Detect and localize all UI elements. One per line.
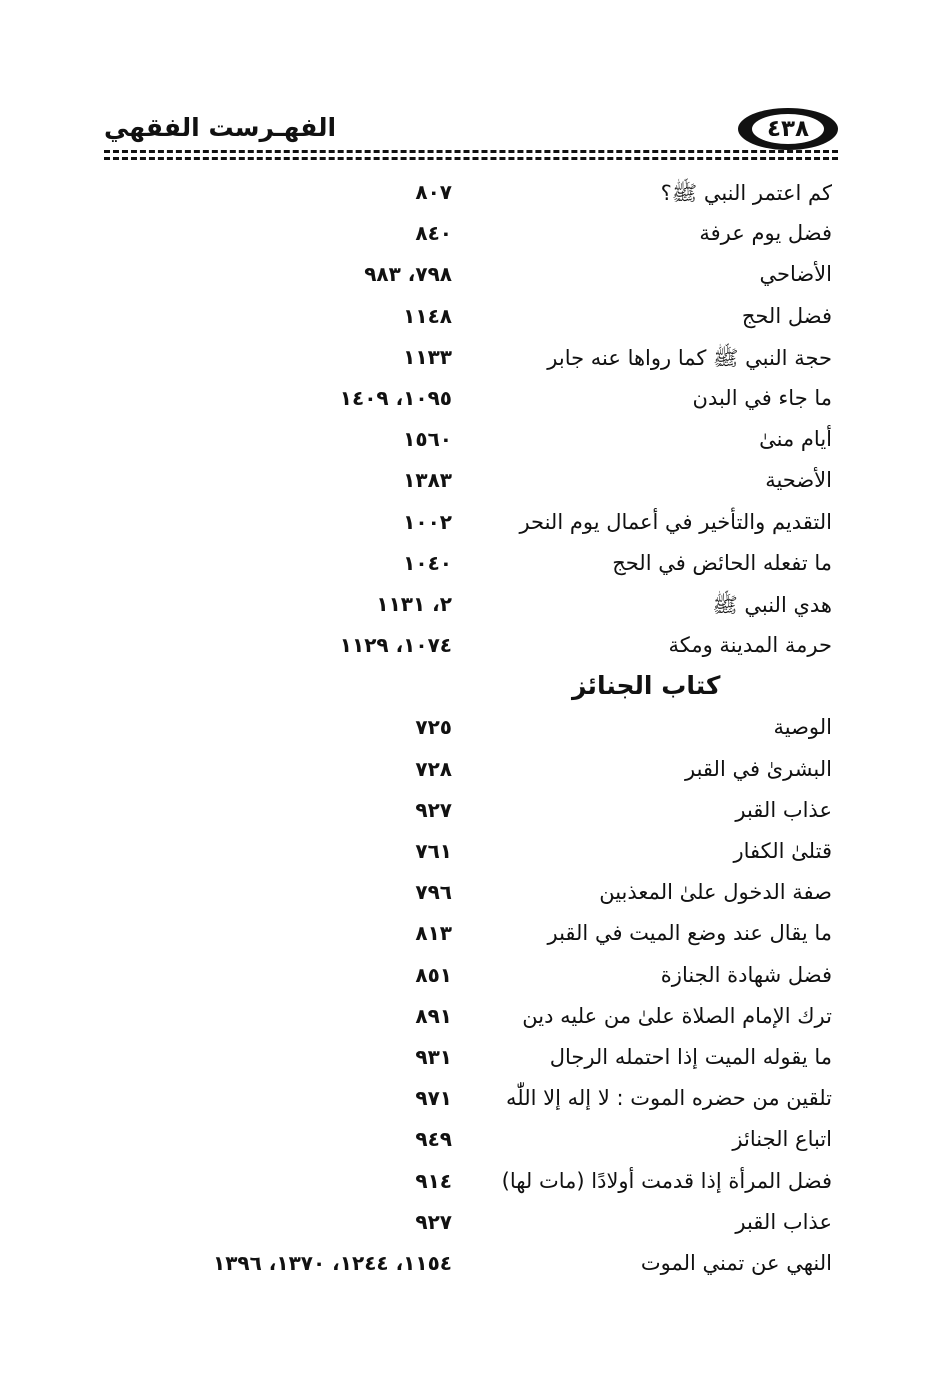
index-row bbox=[0, 752, 944, 793]
entry-topic: ما يقال عند وضع الميت في القبر bbox=[547, 921, 832, 946]
index-row bbox=[0, 1081, 944, 1122]
header-rule-top bbox=[104, 150, 838, 153]
entry-pages: ١١٥٤، ١٢٤٤، ١٣٧٠، ١٣٩٦ bbox=[213, 1250, 452, 1275]
index-row bbox=[0, 299, 944, 340]
entry-pages: ١١٤٨ bbox=[403, 303, 452, 328]
entry-pages: ٩٣١ bbox=[415, 1044, 452, 1069]
entry-pages: ٩٤٩ bbox=[415, 1127, 452, 1152]
index-row bbox=[0, 463, 944, 504]
entry-pages: ٩٢٧ bbox=[415, 1209, 452, 1234]
entry-pages: ١٠٩٥، ١٤٠٩ bbox=[339, 385, 452, 410]
entry-topic: النهي عن تمني الموت bbox=[640, 1250, 832, 1275]
index-row bbox=[0, 216, 944, 257]
entry-pages: ١٠٠٢ bbox=[403, 509, 452, 534]
index-row bbox=[0, 1205, 944, 1246]
index-row bbox=[0, 916, 944, 957]
entry-topic: ما تفعله الحائض في الحج bbox=[612, 550, 832, 575]
entry-pages: ٧٩٦ bbox=[415, 880, 452, 905]
entry-topic: فضل المرأة إذا قدمت أولادًا (مات لها) bbox=[501, 1168, 832, 1193]
running-header-title: الفهـرست الفقهي bbox=[104, 113, 337, 142]
entry-topic: عذاب القبر bbox=[735, 797, 832, 822]
entry-topic: فضل يوم عرفة bbox=[699, 221, 832, 246]
entry-topic: قتلىٰ الكفار bbox=[733, 839, 832, 863]
entry-topic: ما جاء في البدن bbox=[692, 385, 832, 410]
entry-pages: ٨٠٧ bbox=[415, 180, 452, 204]
index-row bbox=[0, 505, 944, 546]
index-row bbox=[0, 999, 944, 1040]
entry-pages: ٩١٤ bbox=[415, 1168, 452, 1193]
index-row bbox=[0, 1122, 944, 1163]
entry-pages: ١٠٤٠ bbox=[403, 550, 452, 575]
entry-pages: ١٠٧٤، ١١٢٩ bbox=[339, 633, 452, 658]
entry-pages: ٧٢٨ bbox=[415, 756, 452, 781]
entry-topic: فضل الحج bbox=[741, 303, 832, 328]
entry-topic: عذاب القبر bbox=[735, 1209, 832, 1234]
header-rule-bottom bbox=[104, 157, 838, 160]
index-row bbox=[0, 175, 944, 216]
entry-topic: الأضحية bbox=[765, 468, 832, 493]
entry-topic: الأضاحي bbox=[759, 262, 832, 287]
index-row bbox=[0, 710, 944, 751]
index-row bbox=[0, 793, 944, 834]
index-entries bbox=[0, 175, 944, 1287]
entry-topic: هدي النبي ﷺ bbox=[712, 592, 832, 617]
entry-topic: اتباع الجنائز bbox=[732, 1127, 832, 1152]
index-row bbox=[0, 958, 944, 999]
index-row bbox=[0, 257, 944, 298]
index-row bbox=[0, 628, 944, 669]
page-number-badge bbox=[738, 108, 838, 150]
index-row bbox=[0, 1040, 944, 1081]
index-row bbox=[0, 1164, 944, 1205]
index-row bbox=[0, 1246, 944, 1287]
entry-topic: الوصية bbox=[773, 715, 832, 740]
entry-pages: ٩٧١ bbox=[415, 1086, 452, 1111]
entry-pages: ١٣٨٣ bbox=[403, 468, 452, 493]
entry-topic: فضل شهادة الجنازة bbox=[660, 962, 832, 987]
entry-pages: ٧٢٥ bbox=[415, 715, 452, 740]
entry-topic: حجة النبي ﷺ كما رواها عنه جابر bbox=[547, 345, 832, 370]
entry-pages: ٧٦١ bbox=[415, 839, 452, 863]
entry-pages: ٨٥١ bbox=[415, 962, 452, 987]
index-row bbox=[0, 340, 944, 381]
entry-topic: صفة الدخول علىٰ المعذبين bbox=[599, 880, 832, 905]
index-row bbox=[0, 587, 944, 628]
index-row bbox=[0, 546, 944, 587]
entry-topic: التقديم والتأخير في أعمال يوم النحر bbox=[519, 509, 832, 534]
entry-pages: ٢، ١١٣١ bbox=[376, 591, 452, 616]
entry-topic: حرمة المدينة ومكة bbox=[668, 633, 832, 658]
entry-pages: ١٥٦٠ bbox=[403, 427, 452, 452]
section-heading: كتاب الجنائز bbox=[572, 671, 721, 701]
index-row bbox=[0, 381, 944, 422]
entry-pages: ١١٣٣ bbox=[403, 344, 452, 369]
index-row bbox=[0, 875, 944, 916]
entry-topic: البشرىٰ في القبر bbox=[685, 756, 832, 781]
entry-pages: ٨٩١ bbox=[415, 1003, 452, 1028]
page-number: ٤٣٨ bbox=[752, 114, 824, 144]
entry-topic: ما يقوله الميت إذا احتمله الرجال bbox=[549, 1044, 832, 1069]
entry-topic: كم اعتمر النبي ﷺ؟ bbox=[660, 181, 832, 205]
entry-pages: ٨٤٠ bbox=[415, 221, 452, 246]
entry-pages: ٧٩٨، ٩٨٣ bbox=[364, 262, 452, 287]
entry-topic: تلقين من حضره الموت : لا إله إلا اللّٰه bbox=[506, 1086, 832, 1111]
index-row bbox=[0, 422, 944, 463]
entry-pages: ٩٢٧ bbox=[415, 797, 452, 822]
section-heading-row bbox=[0, 669, 944, 710]
entry-topic: ترك الإمام الصلاة علىٰ من عليه دين bbox=[522, 1003, 832, 1028]
entry-topic: أيام منىٰ bbox=[759, 427, 832, 452]
index-row bbox=[0, 834, 944, 875]
entry-pages: ٨١٣ bbox=[415, 921, 452, 946]
